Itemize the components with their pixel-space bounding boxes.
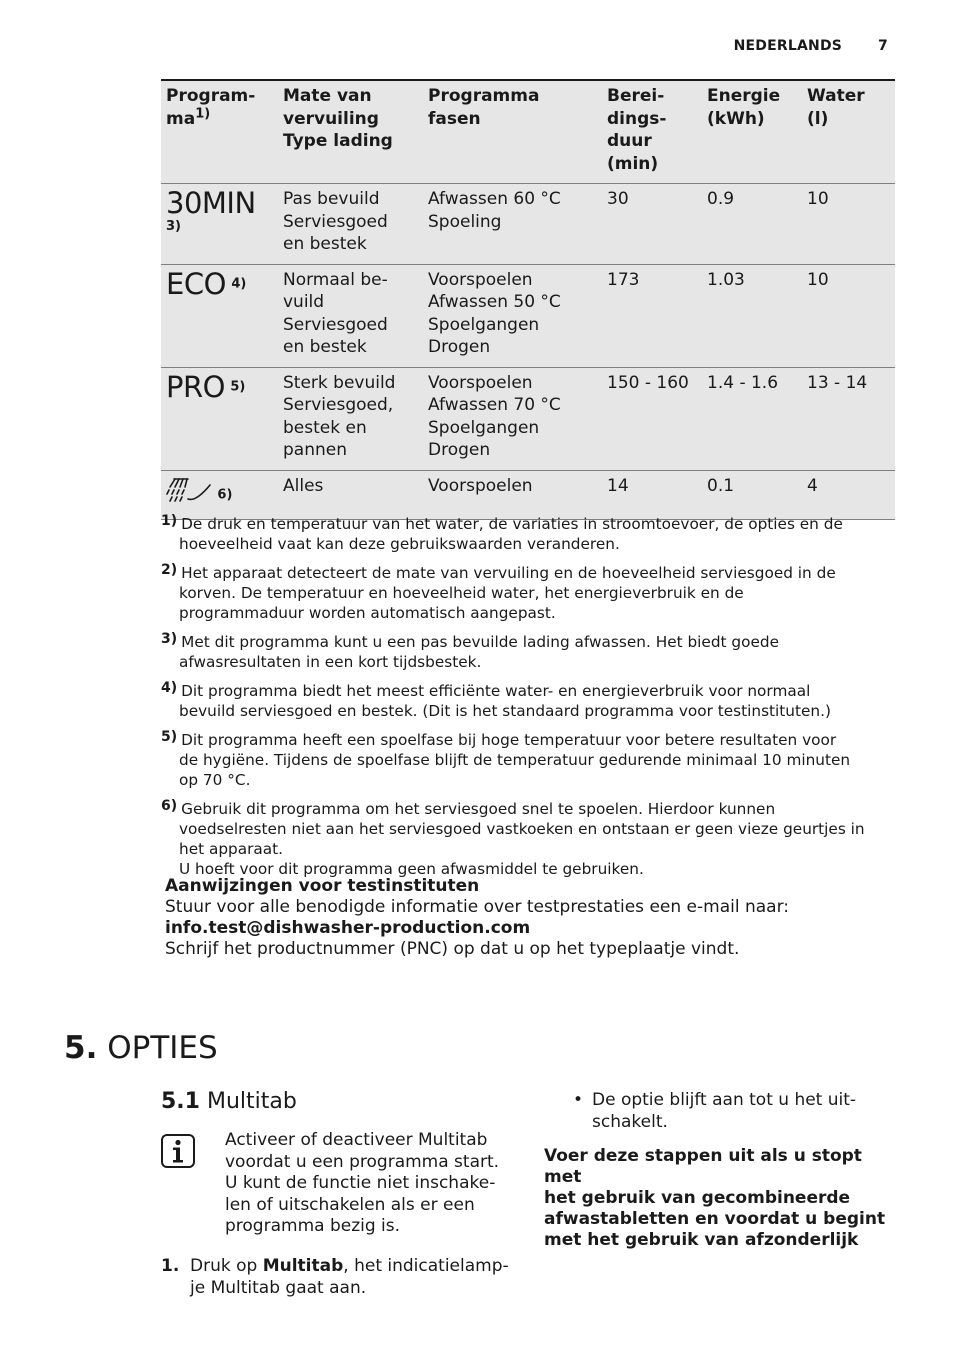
section-title: 5. OPTIES [64,1030,218,1066]
program-symbol-pro: PRO $^{5)}$ [161,367,278,470]
col-header-phases: Programma fasen [423,80,602,184]
footnote: 1) De druk en temperatuur van het water, de variaties in stroomtoevoer, de opties en de hoeveelheid vaat kan deze gebruikswaarden veranderen. [161,513,843,553]
phases-cell: Afwassen 60 °C Spoeling [423,184,602,265]
soiling-cell: Pas bevuild Serviesgoed en bestek [278,184,423,265]
table-row [161,367,895,470]
bold-paragraph: Voer deze stappen uit als u stopt met het gebruik van gecombineerde afwastabletten en voordat u begint met het gebruik van afzonderlijk [544,1146,886,1250]
energy-cell: 1.4 - 1.6 [702,367,802,470]
info-icon [161,1134,195,1168]
program-symbol-30min: 30MIN 3) [161,184,278,265]
test-institutes-line2: Schrijf het productnummer (PNC) op dat u op het typeplaatje vindt. [165,939,740,959]
col-header-soiling: Mate van vervuiling Type lading [278,80,423,184]
energy-cell: 0.9 [702,184,802,265]
test-institutes-email: info.test@dishwasher-production.com [165,918,531,938]
col-header-program: Program- $ma^{1)}$ [161,80,278,184]
test-institutes-line1: Stuur voor alle benodigde informatie over testprestaties een e-mail naar: [165,897,789,917]
page-number: 7 [878,38,888,54]
info-text: Activeer of deactiveer Multitab voordat u een programma start. U kunt de functie niet inschake- len of uitschakelen als er een programma bezig is. [225,1130,500,1236]
footnote: 6) Gebruik dit programma om het serviesgoed snel te spoelen. Hierdoor kunnen voedselresten niet aan het serviesgoed vastkoeken en ontstaan er geen vieze geurtjes in het apparaat. U hoeft voor dit programma geen afwasmiddel te gebruiken. [161,798,865,878]
step-item [161,1256,521,1299]
page-header [734,38,888,54]
col-header-water: Water (l) [802,80,895,184]
energy-cell: 0.1 [702,470,802,520]
program-symbol-rinse: 6) [161,470,278,520]
bullet-text: De optie blijft aan tot u het uit- schakelt. [592,1090,857,1132]
duration-cell: 173 [602,264,702,367]
footnote: 4) Dit programma biedt het meest efficiënte water- en energieverbruik voor normaal bevuild serviesgoed en bestek. (Dit is het standaard programma voor testinstituten.) [161,680,831,720]
footnote: 5) Dit programma heeft een spoelfase bij hoge temperatuur voor betere resultaten voor de hygiëne. Tijdens de spoelfase blijft de temperatuur gedurende minimaal 10 minuten op 70 °C. [161,729,851,789]
program-symbol-eco: ECO $^{4)}$ [161,264,278,367]
phases-cell: Voorspoelen Afwassen 70 °C Spoelgangen Drogen [423,367,602,470]
subsection-title: 5.1 Multitab [161,1089,297,1114]
test-institutes-heading: Aanwijzingen voor testinstituten [165,876,480,896]
water-cell: 4 [802,470,895,520]
header-language: NEDERLANDS [733,38,843,54]
col-header-energy: Energie (kWh) [702,80,802,184]
test-institutes-block [165,876,905,960]
table-row [161,264,895,367]
step-number: 1. [161,1256,180,1276]
program-table [161,79,895,520]
bullet-item [573,1090,893,1133]
phases-cell: Voorspoelen Afwassen 50 °C Spoelgangen Drogen [423,264,602,367]
table-header-row [161,80,895,184]
water-cell: 13 - 14 [802,367,895,470]
soiling-cell: Normaal be- vuild Serviesgoed en bestek [278,264,423,367]
footnote: 2) Het apparaat detecteert de mate van vervuiling en de hoeveelheid serviesgoed in de korven. De temperatuur en hoeveelheid water, het energieverbruik en de programmaduur worden automatisch aangepast. [161,562,836,622]
step-text: Druk op Multitab, het indicatielamp- je Multitab gaat aan. [190,1256,509,1298]
col-header-duration: Berei- dings- duur (min) [602,80,702,184]
bullet-dot: • [573,1090,584,1110]
duration-cell: 30 [602,184,702,265]
soiling-cell: Alles [278,470,423,520]
water-cell: 10 [802,264,895,367]
rinse-spray-icon [166,475,212,505]
footnotes [161,511,901,885]
duration-cell: 14 [602,470,702,520]
energy-cell: 1.03 [702,264,802,367]
table-row [161,184,895,265]
soiling-cell: Sterk bevuild Serviesgoed, bestek en pannen [278,367,423,470]
water-cell: 10 [802,184,895,265]
phases-cell: Voorspoelen [423,470,602,520]
footnote: 3) Met dit programma kunt u een pas bevuilde lading afwassen. Het biedt goede afwasresultaten in een kort tijdsbestek. [161,631,780,671]
duration-cell: 150 - 160 [602,367,702,470]
